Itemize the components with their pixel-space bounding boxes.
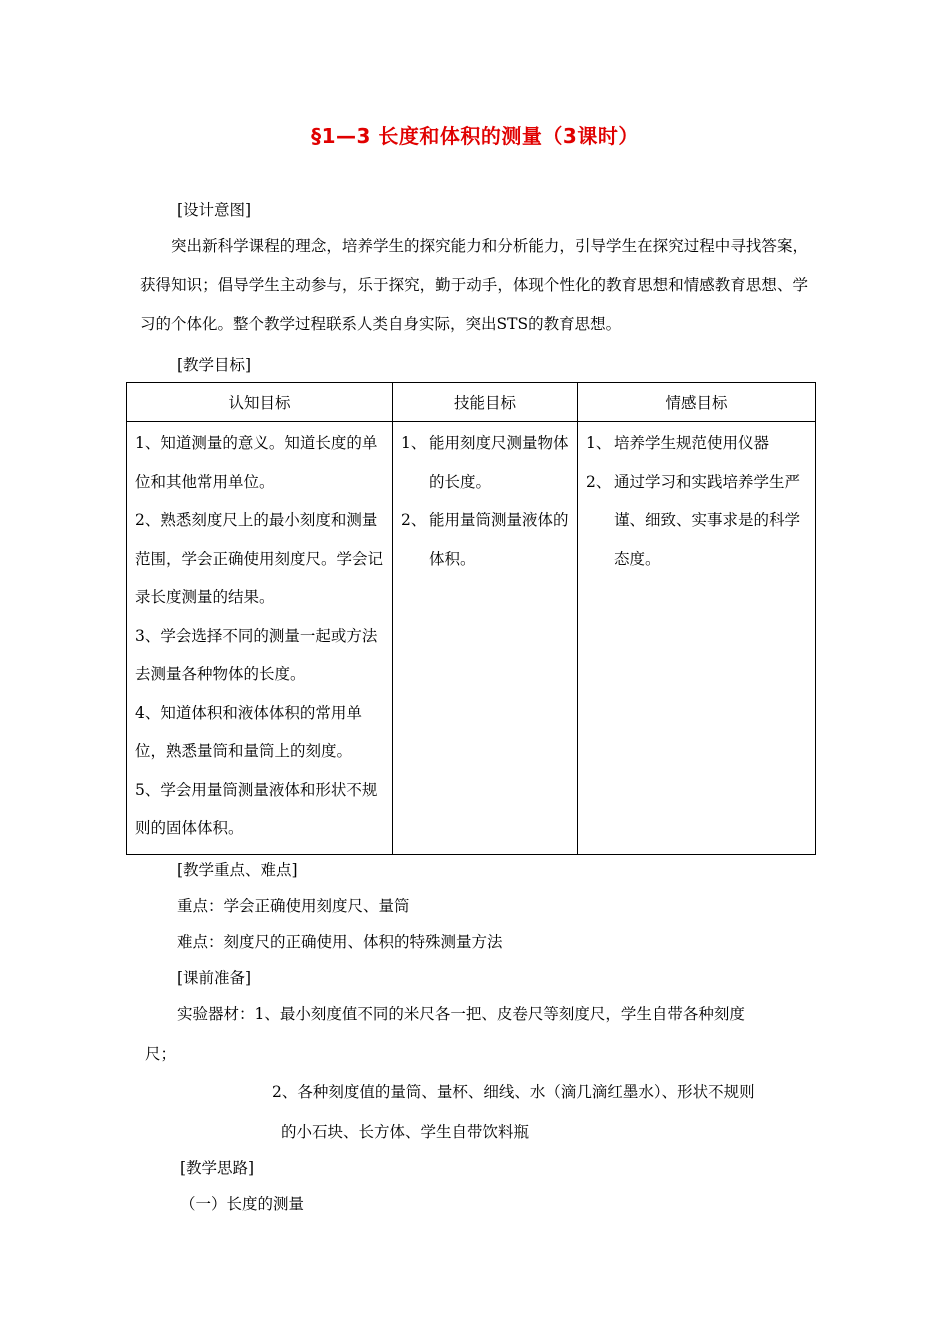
design-intent-heading: [设计意图] (177, 201, 252, 219)
preparation-item1-line2: 尺； (145, 1045, 177, 1063)
design-intent-text: 突出新科学课程的理念，培养学生的探究能力和分析能力，引导学生在探究过程中寻找答案，获得知识；倡导学生主动参与，乐于探究，勤于动手，体现个性化的教育思想和情感教育思想、学习的个体化。整个教学过程联系人类自身实际，突出STS的教育思想。 (140, 237, 808, 333)
cognitive-goal: 3、学会选择不同的测量一起或方法去测量各种物体的长度。 (135, 626, 378, 683)
cognitive-goal: 2、熟悉刻度尺上的最小刻度和测量范围，学会正确使用刻度尺。学会记录长度测量的结果。 (135, 511, 384, 606)
skill-goal (401, 424, 569, 501)
emotion-goal-number: 1、 (586, 434, 612, 452)
emotion-goal-text: 培养学生规范使用仪器 (614, 434, 770, 452)
col-header-cognitive: 认知目标 (127, 383, 393, 422)
section-heading-length: （一）长度的测量 (180, 1195, 305, 1213)
document-title: §1—3 长度和体积的测量（3课时） (311, 124, 639, 148)
skill-goal-text: 能用量筒测量液体的体积。 (429, 511, 569, 568)
emotion-goal (586, 463, 807, 579)
emotion-goal (586, 424, 807, 463)
skill-goal-number: 2、 (401, 511, 427, 529)
preparation-item1-line1: 实验器材：1、最小刻度值不同的米尺各一把、皮卷尺等刻度尺，学生自带各种刻度 (177, 1005, 745, 1023)
goals-body-row (127, 422, 816, 855)
preparation-heading: [课前准备] (177, 969, 252, 987)
col-header-emotion: 情感目标 (578, 383, 816, 422)
goals-heading: [教学目标] (177, 356, 252, 374)
cognitive-goal: 4、知道体积和液体体积的常用单位，熟悉量筒和量筒上的刻度。 (135, 703, 362, 760)
difficulty-text: 难点：刻度尺的正确使用、体积的特殊测量方法 (177, 933, 503, 951)
preparation-item2-line1: 2、各种刻度值的量筒、量杯、细线、水（滴几滴红墨水）、形状不规则 (272, 1083, 755, 1101)
cognitive-goal: 1、知道测量的意义。知道长度的单位和其他常用单位。 (135, 434, 378, 491)
emotion-goal-text: 通过学习和实践培养学生严谨、细致、实事求是的科学态度。 (614, 472, 801, 568)
skill-goal (401, 501, 569, 578)
goals-header-row (127, 383, 816, 422)
skill-goals-cell (393, 422, 578, 855)
cognitive-goal: 5、学会用量筒测量液体和形状不规则的固体体积。 (135, 780, 378, 837)
skill-goal-text: 能用刻度尺测量物体的长度。 (429, 434, 569, 491)
emotion-goal-number: 2、 (586, 472, 612, 491)
goals-table (126, 382, 816, 855)
cognitive-goals-cell (127, 422, 393, 855)
preparation-item2-line2: 的小石块、长方体、学生自带饮料瓶 (281, 1123, 530, 1141)
focus-text: 重点：学会正确使用刻度尺、量筒 (177, 897, 410, 915)
approach-heading: [教学思路] (180, 1159, 255, 1177)
key-points-heading: [教学重点、难点] (177, 861, 298, 879)
emotion-goals-cell (578, 422, 816, 855)
skill-goal-number: 1、 (401, 434, 427, 452)
col-header-skill: 技能目标 (393, 383, 578, 422)
